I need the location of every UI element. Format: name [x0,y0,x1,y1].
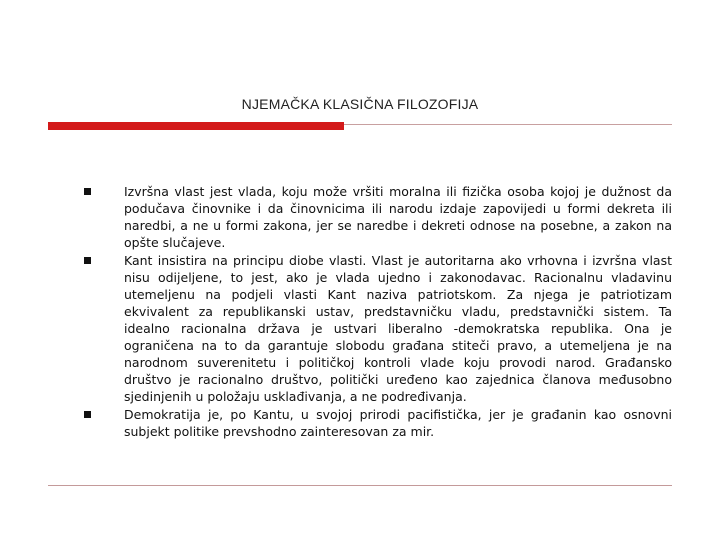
title-accent-bar [48,122,344,130]
square-bullet-icon [84,257,91,264]
bullet-item [84,183,672,251]
square-bullet-icon [84,188,91,195]
bullet-text: Kant insistira na principu diobe vlasti. Vlast je autoritarna ako vrhovna i izvršna vlast nisu odijeljene, to jest, ako je vlada ujedno i zakonodavac. Racionalnu vladavinu utemeljenu na podjeli vlasti Kant naziva patriotskom. Za njega je patriotizam ekvivalent za republikanski ustav, predstavničku vladu, predstavnički sistem. Ta idealno racionalna država je ustvari liberalno -demokratska republika. Ona je ograničena na to da garantuje slobodu građana stiteči pravo, a utemeljena je na narodnom suverenitetu i političkoj kontroli vlade koju provodi narod. Građansko društvo je racionalno društvo, politički uređeno kao zajednica članova međusobno sjedinjenih u položaju usklađivanja, a ne podređivanja. [124,253,672,404]
bullet-list [84,183,672,440]
slide-title: NJEMAČKA KLASIČNA FILOZOFIJA [241,96,479,112]
square-bullet-icon [84,411,91,418]
bullet-item [84,406,672,440]
bullet-text: Demokratija je, po Kantu, u svojoj prirodi pacifistička, jer je građanin kao osnovni subjekt politike prevshodno zainteresovan za mir. [124,407,672,439]
bullet-item [84,252,672,405]
footer-divider-line [48,485,672,486]
bullet-text: Izvršna vlast jest vlada, koju može vršiti moralna ili fizička osoba kojoj je dužnost da podučava činovnike i da činovnicima ili narodu izdaje zapovijedi u formi dekreta ili naredbi, a ne u formi zakona, jer se naredbe i dekreti odnose na posebne, a zakon na opšte slučajeve. [124,184,672,250]
